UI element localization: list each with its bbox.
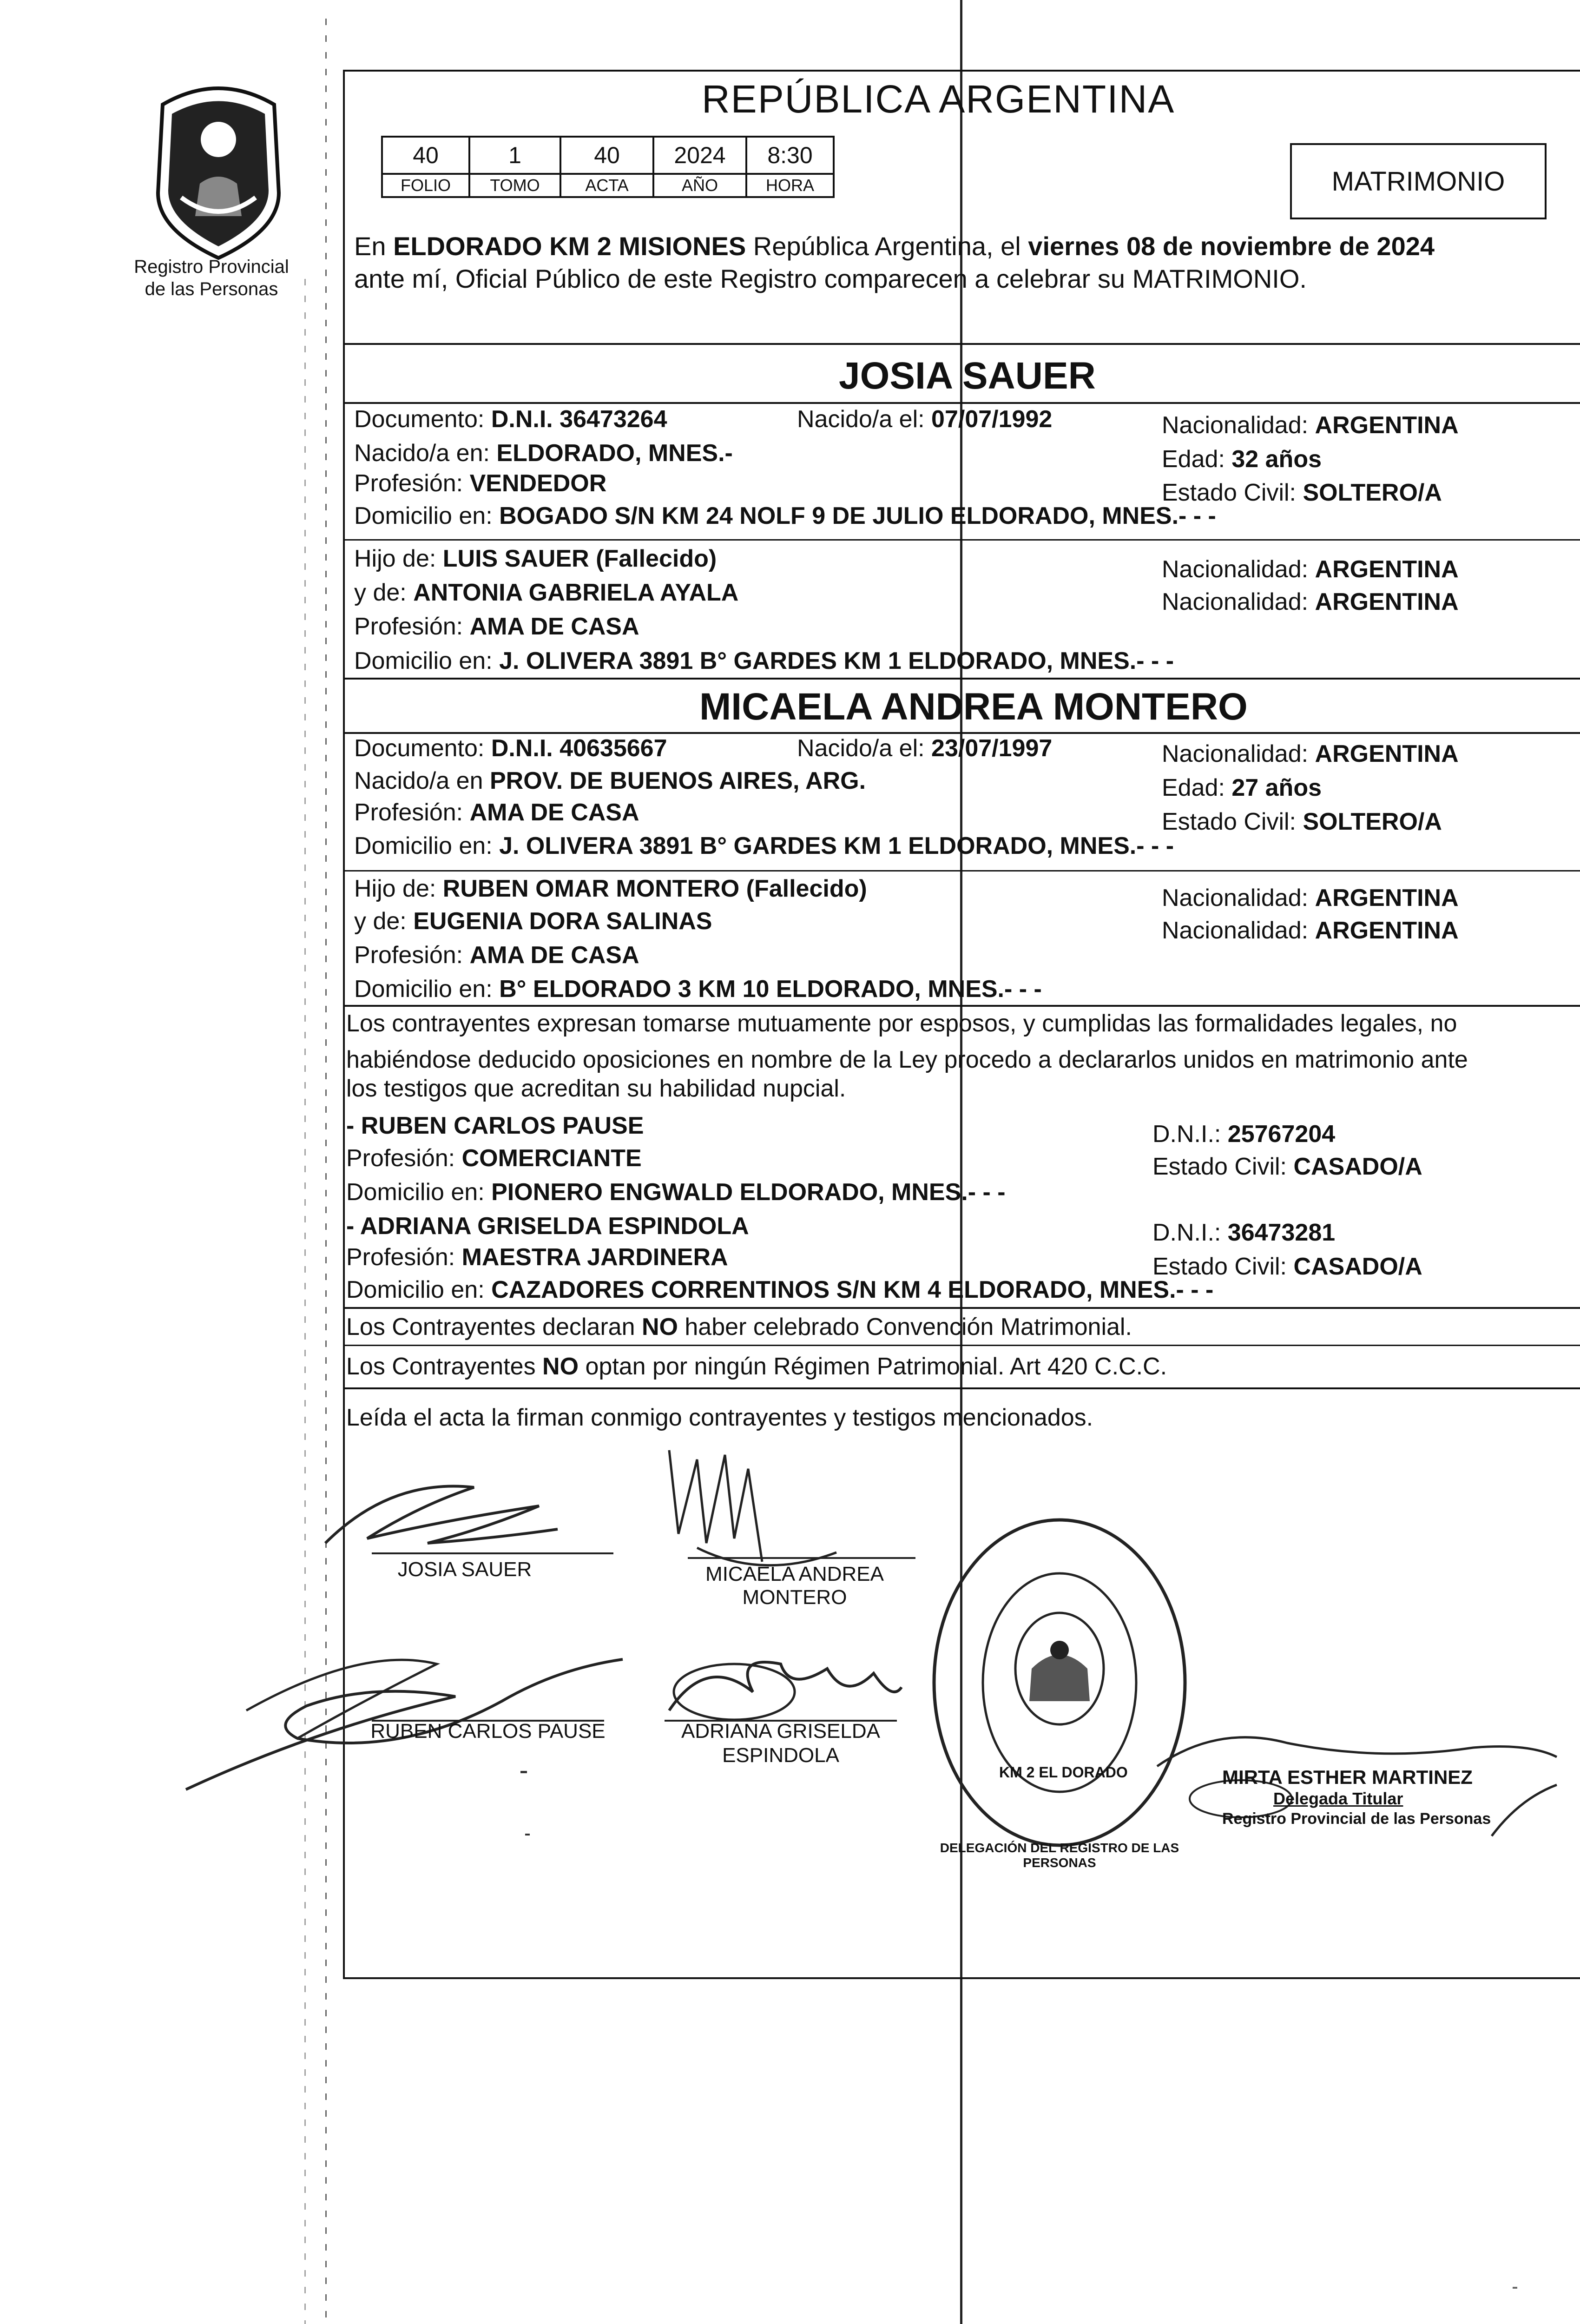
label: Nacionalidad: <box>1162 412 1315 439</box>
scan-mark <box>1513 2287 1517 2289</box>
signature-line-2 <box>688 1557 915 1559</box>
acta-label: ACTA <box>560 174 653 197</box>
intro-country: República Argentina, el <box>746 231 1028 261</box>
value: AMA DE CASA <box>469 942 639 969</box>
label: Edad: <box>1162 774 1232 801</box>
spouse-2-birthdate <box>797 734 1052 762</box>
spouse-1-name: JOSIA SAUER <box>839 355 1096 397</box>
spouse-2-document <box>354 734 667 762</box>
spouse-1-profession <box>354 469 606 497</box>
label: Profesión: <box>354 470 470 497</box>
value: ARGENTINA <box>1315 885 1459 911</box>
spouse-2-address <box>354 832 1174 860</box>
witness-2-dni <box>1152 1219 1335 1247</box>
value: ARGENTINA <box>1315 588 1459 615</box>
label: Profesión: <box>354 799 470 826</box>
intro-location: ELDORADO KM 2 MISIONES <box>393 231 746 261</box>
anio-value: 2024 <box>653 137 746 174</box>
anio-label: AÑO <box>653 174 746 197</box>
spouse-1-mother-nationality <box>1162 588 1459 616</box>
value: ELDORADO, MNES.- <box>496 440 733 467</box>
spouse-1-birthplace <box>354 439 733 467</box>
tomo-value: 1 <box>469 137 560 174</box>
value: B° ELDORADO 3 KM 10 ELDORADO, MNES.- - - <box>499 976 1042 1003</box>
value: SOLTERO/A <box>1303 808 1442 835</box>
witness-2-name: - ADRIANA GRISELDA ESPINDOLA <box>346 1213 749 1240</box>
value: BOGADO S/N KM 24 NOLF 9 DE JULIO ELDORADO, MNES.- - - <box>499 502 1216 529</box>
witness-1-name: - RUBEN CARLOS PAUSE <box>346 1112 644 1139</box>
spouse-1-mother <box>354 579 738 607</box>
label: Domicilio en: <box>354 502 500 529</box>
label: Domicilio en: <box>346 1179 492 1206</box>
label: Profesión: <box>346 1145 462 1172</box>
value: EUGENIA DORA SALINAS <box>413 908 712 935</box>
spouse-1-age <box>1162 445 1322 473</box>
value: 27 años <box>1231 774 1322 801</box>
signature-label-3: RUBEN CARLOS PAUSE <box>370 1720 606 1743</box>
spouse-2-nationality <box>1162 740 1459 768</box>
label: Domicilio en: <box>354 832 500 859</box>
witness-1-civil-status <box>1152 1153 1422 1181</box>
spouse-2-parent-profession <box>354 941 639 969</box>
value: PIONERO ENGWALD ELDORADO, MNES.- - - <box>491 1179 1006 1206</box>
spouse-1-birthdate <box>797 405 1052 433</box>
value: 23/07/1997 <box>931 735 1053 762</box>
divider <box>344 1005 1580 1007</box>
witness-2-address <box>346 1276 1213 1304</box>
value: ARGENTINA <box>1315 412 1459 439</box>
divider <box>344 870 1580 872</box>
value: 36473281 <box>1227 1219 1336 1246</box>
witness-1-address <box>346 1178 1006 1206</box>
folio-value: 40 <box>382 137 469 174</box>
label: Nacido/a en <box>354 767 490 794</box>
left-edge-artifact <box>325 19 327 2324</box>
label: Nacionalidad: <box>1162 885 1315 911</box>
label: y de: <box>354 579 414 606</box>
hora-value: 8:30 <box>746 137 834 174</box>
divider <box>344 1345 1580 1346</box>
spouse-2-name: MICAELA ANDREA MONTERO <box>699 686 1248 728</box>
value: D.N.I. 36473264 <box>491 406 667 433</box>
closing-statement: Leída el acta la firman conmigo contrayentes y testigos mencionados. <box>346 1404 1093 1431</box>
spouse-1-parent-address <box>354 647 1174 675</box>
scan-mark <box>520 1771 527 1773</box>
value: COMERCIANTE <box>461 1145 642 1172</box>
spouse-1-nationality <box>1162 411 1459 439</box>
value: D.N.I. 40635667 <box>491 735 667 762</box>
label: Nacido/a en: <box>354 440 497 467</box>
label: Nacionalidad: <box>1162 740 1315 767</box>
label: Nacionalidad: <box>1162 917 1315 944</box>
label: Nacido/a el: <box>797 406 932 433</box>
spouse-1-address <box>354 502 1216 530</box>
official-name: MIRTA ESTHER MARTINEZ <box>1222 1766 1473 1788</box>
official-role: Delegada Titular <box>1273 1789 1403 1808</box>
label: y de: <box>354 908 414 935</box>
label: Profesión: <box>354 942 470 969</box>
spouse-1-document <box>354 405 667 433</box>
value: VENDEDOR <box>469 470 607 497</box>
label: Hijo de: <box>354 545 443 572</box>
intro-line-2: ante mí, Oficial Público de este Registro comparecen a celebrar su MATRIMONIO. <box>354 264 1307 293</box>
label: Profesión: <box>354 613 470 640</box>
hora-label: HORA <box>746 174 834 197</box>
spouse-2-mother <box>354 907 712 935</box>
divider <box>344 402 1580 404</box>
value: PROV. DE BUENOS AIRES, ARG. <box>489 767 866 794</box>
declaration-line-1: Los contrayentes expresan tomarse mutuamente por esposos, y cumplidas las formalidades legales, no <box>346 1010 1457 1037</box>
acto-type-box: MATRIMONIO <box>1290 143 1547 219</box>
declaration-line-3: los testigos que acreditan su habilidad nupcial. <box>346 1075 846 1102</box>
value: SOLTERO/A <box>1303 479 1442 506</box>
stamp-center-text: KM 2 EL DORADO <box>999 1764 1128 1781</box>
value: RUBEN OMAR MONTERO (Fallecido) <box>442 875 867 902</box>
convention-line-1 <box>346 1313 1132 1341</box>
intro-date: viernes 08 de noviembre de 2024 <box>1028 231 1435 261</box>
label: Estado Civil: <box>1152 1153 1294 1180</box>
signature-label-2a: MICAELA ANDREA <box>705 1563 884 1585</box>
value: CASADO/A <box>1293 1153 1422 1180</box>
value: MAESTRA JARDINERA <box>461 1244 728 1271</box>
label: D.N.I.: <box>1152 1219 1228 1246</box>
emphasis: NO <box>542 1353 579 1380</box>
signature-josia <box>297 1450 623 1573</box>
witness-1-profession <box>346 1144 642 1172</box>
value: ARGENTINA <box>1315 556 1459 583</box>
value: J. OLIVERA 3891 B° GARDES KM 1 ELDORADO, MNES.- - - <box>499 647 1174 674</box>
registro-table <box>381 136 835 198</box>
label: Estado Civil: <box>1162 479 1303 506</box>
convention-line-2 <box>346 1353 1167 1380</box>
divider <box>344 1307 1580 1309</box>
label: Estado Civil: <box>1152 1253 1294 1280</box>
text: Los Contrayentes declaran <box>346 1314 642 1340</box>
label: D.N.I.: <box>1152 1121 1228 1148</box>
divider <box>344 732 1580 734</box>
label: Nacido/a el: <box>797 735 932 762</box>
divider <box>344 1387 1580 1389</box>
spouse-2-parent-address <box>354 975 1042 1003</box>
label: Nacionalidad: <box>1162 556 1315 583</box>
label: Domicilio en: <box>346 1276 492 1303</box>
divider <box>344 539 1580 541</box>
emphasis: NO <box>641 1314 678 1340</box>
value: J. OLIVERA 3891 B° GARDES KM 1 ELDORADO, MNES.- - - <box>499 832 1174 859</box>
value: ARGENTINA <box>1315 917 1459 944</box>
declaration-line-2: habiéndose deducido oposiciones en nombre de la Ley procedo a declararlos unidos en matrimonio ante <box>346 1046 1468 1073</box>
page-title: REPÚBLICA ARGENTINA <box>702 77 1175 121</box>
label: Domicilio en: <box>354 647 500 674</box>
value: 32 años <box>1231 446 1322 473</box>
signature-label-2b: MONTERO <box>742 1586 847 1609</box>
intro-prefix: En <box>354 231 394 261</box>
signature-ruben <box>177 1590 688 1824</box>
label: Documento: <box>354 406 491 433</box>
text: haber celebrado Convención Matrimonial. <box>678 1314 1132 1340</box>
signature-label-4b: ESPINDOLA <box>722 1744 839 1767</box>
logo-caption-1: Registro Provincial <box>134 257 289 277</box>
label: Hijo de: <box>354 875 443 902</box>
signature-label-1: JOSIA SAUER <box>397 1558 532 1581</box>
value: ANTONIA GABRIELA AYALA <box>413 579 739 606</box>
text: optan por ningún Régimen Patrimonial. Art 420 C.C.C. <box>579 1353 1167 1380</box>
scan-mark <box>525 1834 530 1835</box>
witness-2-profession <box>346 1243 728 1271</box>
provincial-logo <box>139 77 297 263</box>
value: ARGENTINA <box>1315 740 1459 767</box>
value: LUIS SAUER (Fallecido) <box>442 545 717 572</box>
spouse-2-father <box>354 875 867 903</box>
official-stamp-block <box>1222 1766 1491 1829</box>
spouse-2-civil-status <box>1162 808 1442 836</box>
value: CAZADORES CORRENTINOS S/N KM 4 ELDORADO, MNES.- - - <box>491 1276 1214 1303</box>
value: AMA DE CASA <box>469 613 639 640</box>
spouse-2-age <box>1162 774 1322 802</box>
witness-1-dni <box>1152 1120 1335 1148</box>
folio-label: FOLIO <box>382 174 469 197</box>
intro-line-1 <box>354 232 1435 260</box>
label: Domicilio en: <box>354 976 500 1003</box>
value: CASADO/A <box>1293 1253 1422 1280</box>
left-edge-artifact-2 <box>304 279 306 2324</box>
divider <box>344 678 1580 680</box>
divider <box>344 343 1580 345</box>
official-organization: Registro Provincial de las Personas <box>1222 1810 1491 1828</box>
value: 07/07/1992 <box>931 406 1053 433</box>
text: Los Contrayentes <box>346 1353 543 1380</box>
spouse-1-father <box>354 545 717 573</box>
spouse-2-birthplace <box>354 767 866 795</box>
label: Estado Civil: <box>1162 808 1303 835</box>
value: 25767204 <box>1227 1121 1336 1148</box>
tomo-label: TOMO <box>469 174 560 197</box>
value: AMA DE CASA <box>469 799 639 826</box>
label: Nacionalidad: <box>1162 588 1315 615</box>
stamp-ring-text: DELEGACIÓN DEL REGISTRO DE LAS PERSONAS <box>940 1841 1179 1870</box>
spouse-2-father-nationality <box>1162 884 1459 912</box>
signature-line-1 <box>372 1552 613 1554</box>
acta-value: 40 <box>560 137 653 174</box>
spouse-2-mother-nationality <box>1162 917 1459 944</box>
signature-label-4a: ADRIANA GRISELDA <box>681 1720 880 1743</box>
logo-caption-2: de las Personas <box>145 279 278 299</box>
spouse-1-parent-profession <box>354 613 639 640</box>
label: Documento: <box>354 735 491 762</box>
label: Profesión: <box>346 1244 462 1271</box>
spouse-2-profession <box>354 799 639 826</box>
spouse-1-father-nationality <box>1162 555 1459 583</box>
label: Edad: <box>1162 446 1232 473</box>
